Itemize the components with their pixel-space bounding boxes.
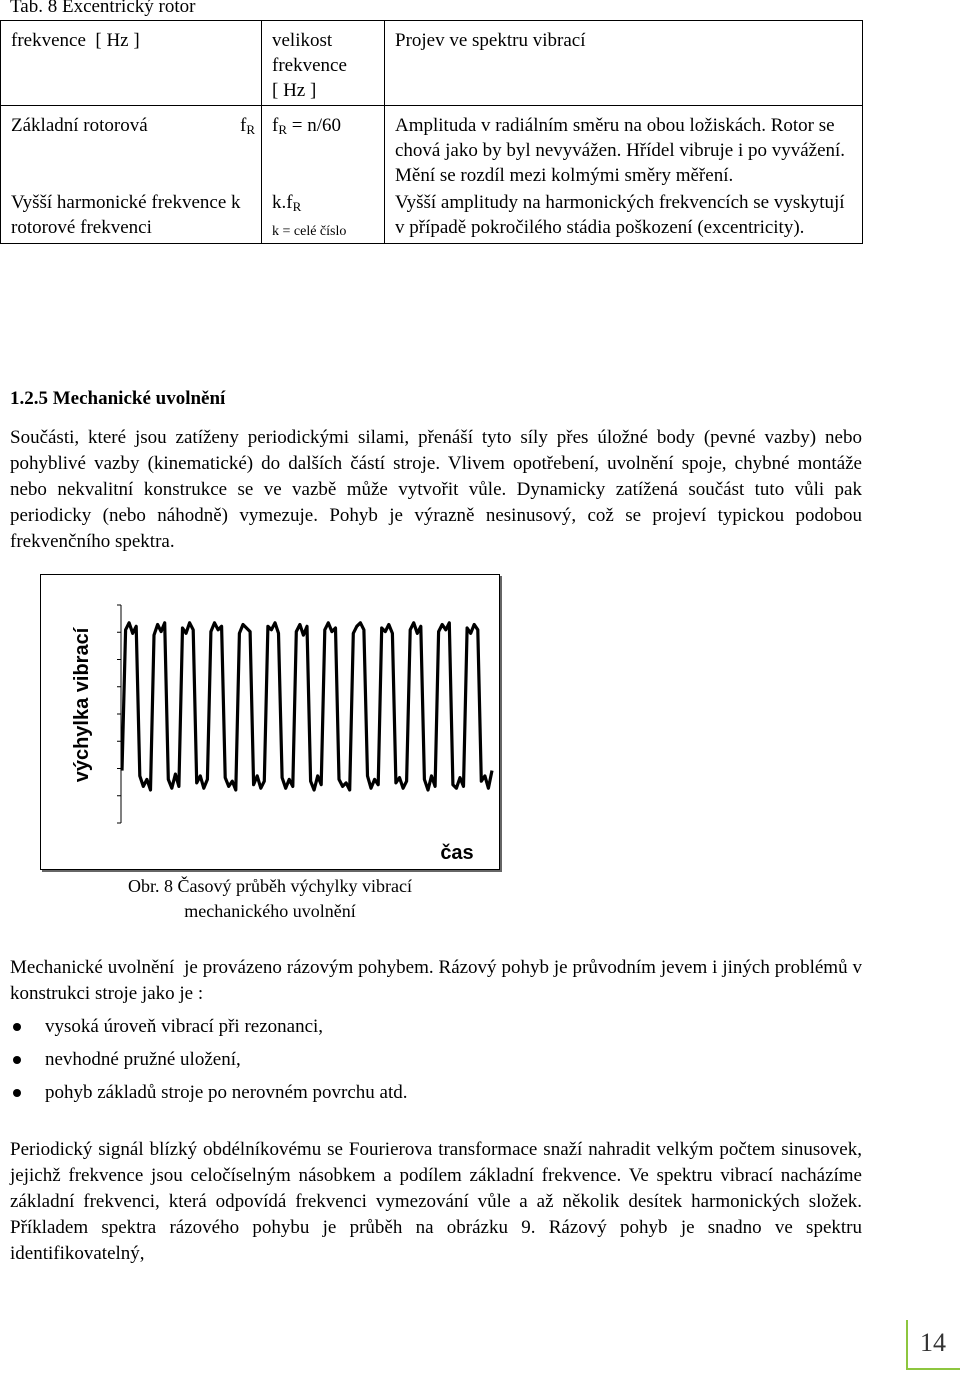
list-item-text: nevhodné pružné uložení, [45, 1049, 241, 1070]
paragraph-impact: Mechanické uvolnění je provázeno rázovým pohybem. Rázový pohyb je průvodním jevem i jiných problémů v konstrukci stroje jako je : [10, 957, 867, 1004]
figure-caption-line1: Obr. 8 Časový průběh výchylky vibrací [128, 876, 412, 896]
row2-value-sub: R [292, 199, 302, 214]
section-title: 1.2.5 Mechanické uvolnění [10, 388, 226, 409]
chart-axes [117, 605, 121, 823]
row1-value-cell [262, 106, 385, 191]
row1-value-rest: = n/60 [287, 115, 341, 136]
header-magnitude-line3: [ Hz ] [272, 80, 317, 101]
table-header-row [1, 21, 863, 106]
header-spectrum-text: Projev ve spektru vibrací [395, 30, 586, 51]
paragraph-loosening: Součásti, které jsou zatíženy periodickými silami, přenáší tyto síly přes úložné body (pevné vazby) nebo pohyblivé vazby (kinematické) do dalších částí stroje. Vlivem opotřebení, uvolnění spoje, chybné montáže nebo nekvalitní konstrukce se ve vazbě může vytvořit vůle. Dynamicky zatížená součást tuto vůli pak periodicky (nebo náhodně) vymezuje. Pohyb je výrazně nesinusový, což se projeví typickou podobou frekvenčního spektra. [10, 427, 862, 552]
bullet-icon [13, 1023, 21, 1031]
page-number-accent-left [906, 1320, 908, 1370]
figure-caption [90, 874, 450, 924]
row1-description: Amplituda v radiálním směru na obou ložiskách. Rotor se chová jako by byl nevyvážen. Hřídel vibruje i po vyvážení. Mění se rozdíl mezi kolmými směry měření. [385, 106, 863, 191]
list-item-text: pohyb základů stroje po nerovném povrchu atd. [45, 1082, 408, 1103]
table-row [1, 106, 863, 191]
row2-description: Vyšší amplitudy na harmonických frekvencích se vyskytují v případě pokročilého stádia poškození (excentricity). [385, 190, 863, 244]
vibration-chart-frame [40, 574, 500, 870]
row1-value-base: f [272, 115, 279, 136]
table-row [1, 190, 863, 244]
header-magnitude-line2: frekvence [272, 55, 347, 76]
vibration-chart [41, 575, 499, 869]
bullet-icon [13, 1056, 21, 1064]
bullet-icon [13, 1089, 21, 1097]
row2-name: Vyšší harmonické frekvence k rotorové frekvenci [1, 190, 262, 244]
header-frequency-text: frekvence [ Hz ] [11, 30, 140, 51]
header-magnitude [262, 21, 385, 106]
series-line [122, 623, 492, 790]
page-number-text: 14 [920, 1328, 946, 1357]
row1-name-cell [1, 106, 262, 191]
row1-symbol-sub: R [246, 122, 255, 137]
header-spectrum [385, 21, 863, 106]
y-axis-label: výchylka vibrací [71, 627, 93, 783]
header-frequency [1, 21, 262, 106]
page-number [906, 1320, 960, 1370]
page-number-accent-bottom [906, 1368, 960, 1370]
frequency-table [0, 20, 863, 244]
list-item [10, 1047, 407, 1080]
row2-value-cell [262, 190, 385, 244]
row2-value-base: k.f [272, 192, 293, 213]
figure-caption-line2: mechanického uvolnění [184, 901, 356, 921]
paragraph-fourier: Periodický signál blízký obdélníkovému se Fourierova transformace snaží nahradit velkým počtem sinusovek, jejichž frekvence jsou celočíselným násobkem a podílem základní frekvence. Ve spektru vibrací nacházíme základní frekvenci, která odpovídá frekvenci vymezování vůle a až několik desítek harmonických složek. Příkladem spektra rázového pohybu je průběh na obrázku 9. Rázový pohyb je snadno ve spektru identifikovatelný, [10, 1139, 862, 1264]
list-item [10, 1014, 407, 1047]
row1-symbol [240, 113, 261, 142]
bullet-list [10, 1014, 407, 1113]
row1-value-sub: R [278, 122, 287, 137]
list-item [10, 1080, 407, 1113]
table-caption: Tab. 8 Excentrický rotor [10, 0, 196, 17]
list-item-text: vysoká úroveň vibrací při rezonanci, [45, 1016, 324, 1037]
x-axis-label: čas [440, 842, 474, 864]
header-magnitude-line1: velikost [272, 30, 333, 51]
row1-name: Základní rotorová [11, 115, 148, 136]
row2-value-note: k = celé číslo [272, 224, 347, 239]
row1-symbol-base: f [240, 115, 247, 136]
